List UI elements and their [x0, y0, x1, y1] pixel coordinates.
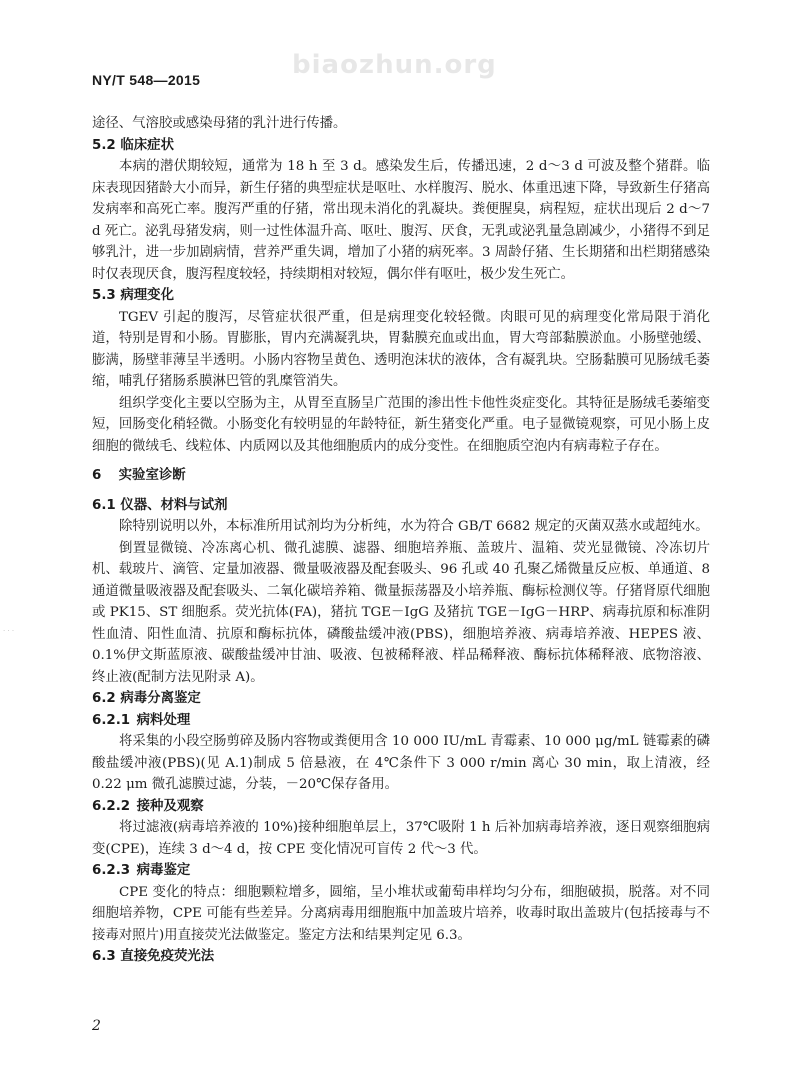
- paragraph-virus-identification: CPE 变化的特点：细胞颗粒增多，圆缩，呈小堆状或葡萄串样均匀分布，细胞破损，脱落。对不同细胞培养物，CPE 可能有些差异。分离病毒用细胞瓶中加盖玻片培养，收毒时取出盖玻片(包括接毒与不接毒对照片)用直接荧光法做鉴定。鉴定方法和结果判定见 6.3。: [92, 884, 710, 943]
- paragraph-equipment-list: 倒置显微镜、冷冻离心机、微孔滤膜、滤器、细胞培养瓶、盖玻片、温箱、荧光显微镜、冷冻切片机、载玻片、滴管、定量加液器、微量吸液器及配套吸头、96 孔或 40 孔聚乙烯微量反应板、单通道、8 通道微量吸液器及配套吸头、二氧化碳培养箱、微量振荡器及小培养瓶、酶标检测仪等。仔猪肾原代细胞或 PK15、ST 细胞系。荧光抗体(FA)，猪抗 TGE－IgG 及猪抗 TGE－IgG－HRP、病毒抗原和标准阴性血清、阳性血清、抗原和酶标抗体，磷酸盐缓冲液(PBS)，细胞培养液、病毒培养液、HEPES 液、0.1%伊文斯蓝原液、碳酸盐缓冲甘油、吸液、包被稀释液、样品稀释液、酶标抗体稀释液、底物溶液、终止液(配制方法见附录 A)。: [92, 540, 710, 685]
- section-number: 5.3: [92, 288, 116, 303]
- section-number: 6.2.1: [92, 712, 131, 728]
- section-title: 病理变化: [120, 288, 174, 303]
- section-number: 6.1: [92, 497, 116, 513]
- section-heading-6-3: [92, 946, 710, 968]
- section-heading-6: [92, 465, 710, 487]
- section-heading-6-1: [92, 495, 710, 517]
- paragraph-pathology-gross: TGEV 引起的腹泻，尽管症状很严重，但是病理变化较轻微。肉眼可见的病理变化常局限于消化道，特别是胃和小肠。胃膨胀，胃内充满凝乳块，胃黏膜充血或出血，胃大弯部黏膜淤血。小肠壁弛缓、膨满，肠壁菲薄呈半透明。小肠内容物呈黄色、透明泡沫状的液体，含有凝乳块。空肠黏膜可见肠绒毛萎缩，哺乳仔猪肠系膜淋巴管的乳糜管消失。: [92, 309, 710, 389]
- section-number: 5.2: [92, 137, 116, 153]
- paragraph-sample-processing: 将采集的小段空肠剪碎及肠内容物或粪便用含 10 000 IU/mL 青霉素、10 000 μg/mL 链霉素的磷酸盐缓冲液(PBS)(见 A.1)制成 5 倍悬液，在 4℃条件下 3 000 r/min 离心 30 min，取上清液，经 0.22 μm 微孔滤膜过滤，分装，－20℃保存备用。: [92, 734, 710, 792]
- paragraph-reagents-note: 除特别说明以外，本标准所用试剂均为分析纯，水为符合 GB/T 6682 规定的灭菌双蒸水或超纯水。: [119, 519, 709, 534]
- standard-code-header: NY/T 548—2015: [92, 72, 201, 88]
- section-title: 直接免疫荧光法: [120, 949, 215, 964]
- section-title: 接种及观察: [136, 798, 204, 814]
- paragraph-inoculation: 将过滤液(病毒培养液的 10%)接种细胞单层上，37℃吸附 1 h 后补加病毒培养液，逐日观察细胞病变(CPE)，连续 3 d～4 d，按 CPE 变化情况可盲传 2 代～3 代。: [92, 820, 710, 857]
- section-number: 6.3: [92, 949, 116, 964]
- section-number: 6.2: [92, 691, 116, 706]
- margin-mark: · · ·: [3, 627, 15, 635]
- paragraph-clinical-signs: 本病的潜伏期较短，通常为 18 h 至 3 d。感染发生后，传播迅速，2 d～3 d 可波及整个猪群。临床表现因猪龄大小而异，新生仔猪的典型症状是呕吐、水样腹泻、脱水、体重迅速下降，导致新生仔猪高发病率和高死亡率。腹泻严重的仔猪，常出现未消化的乳凝块。粪便腥臭，病程短，症状出现后 2 d～7 d 死亡。泌乳母猪发病，则一过性体温升高、呕吐、腹泻、厌食，无乳或泌乳量急剧减少，小猪得不到足够乳汁，进一步加剧病情，营养严重失调，增加了小猪的病死率。3 周龄仔猪、生长期猪和出栏期猪感染时仅表现厌食，腹泻程度较轻，持续期相对较短，偶尔伴有呕吐，极少发生死亡。: [92, 159, 710, 282]
- section-number: 6: [92, 468, 102, 483]
- document-body: [92, 113, 710, 968]
- section-number: 6.2.2: [92, 798, 131, 814]
- section-title: 病毒鉴定: [136, 863, 191, 878]
- section-heading-5-2: [92, 135, 710, 157]
- section-title: 实验室诊断: [118, 468, 186, 483]
- section-number: 6.2.3: [92, 863, 131, 878]
- continued-paragraph: 途径、气溶胶或感染母猪的乳汁进行传播。: [92, 116, 347, 131]
- section-heading-6-2: [92, 688, 710, 710]
- section-title: 临床症状: [120, 137, 174, 153]
- section-heading-6-2-3: [92, 860, 710, 882]
- section-heading-6-2-2: [92, 796, 710, 818]
- section-title: 仪器、材料与试剂: [120, 497, 228, 513]
- section-heading-5-3: [92, 285, 710, 307]
- paragraph-pathology-histology: 组织学变化主要以空肠为主，从胃至直肠呈广范围的渗出性卡他性炎症变化。其特征是肠绒毛萎缩变短，回肠变化稍轻微。小肠变化有较明显的年龄特征，新生猪变化严重。电子显微镜观察，可见小肠上皮细胞的微绒毛、线粒体、内质网以及其他细胞质内的成分变性。在细胞质空泡内有病毒粒子存在。: [92, 395, 710, 454]
- page-number: 2: [92, 1018, 101, 1034]
- section-title: 病毒分离鉴定: [120, 691, 201, 706]
- watermark: biaozhun.org: [292, 50, 497, 80]
- section-heading-6-2-1: [92, 710, 710, 732]
- section-title: 病料处理: [136, 712, 191, 728]
